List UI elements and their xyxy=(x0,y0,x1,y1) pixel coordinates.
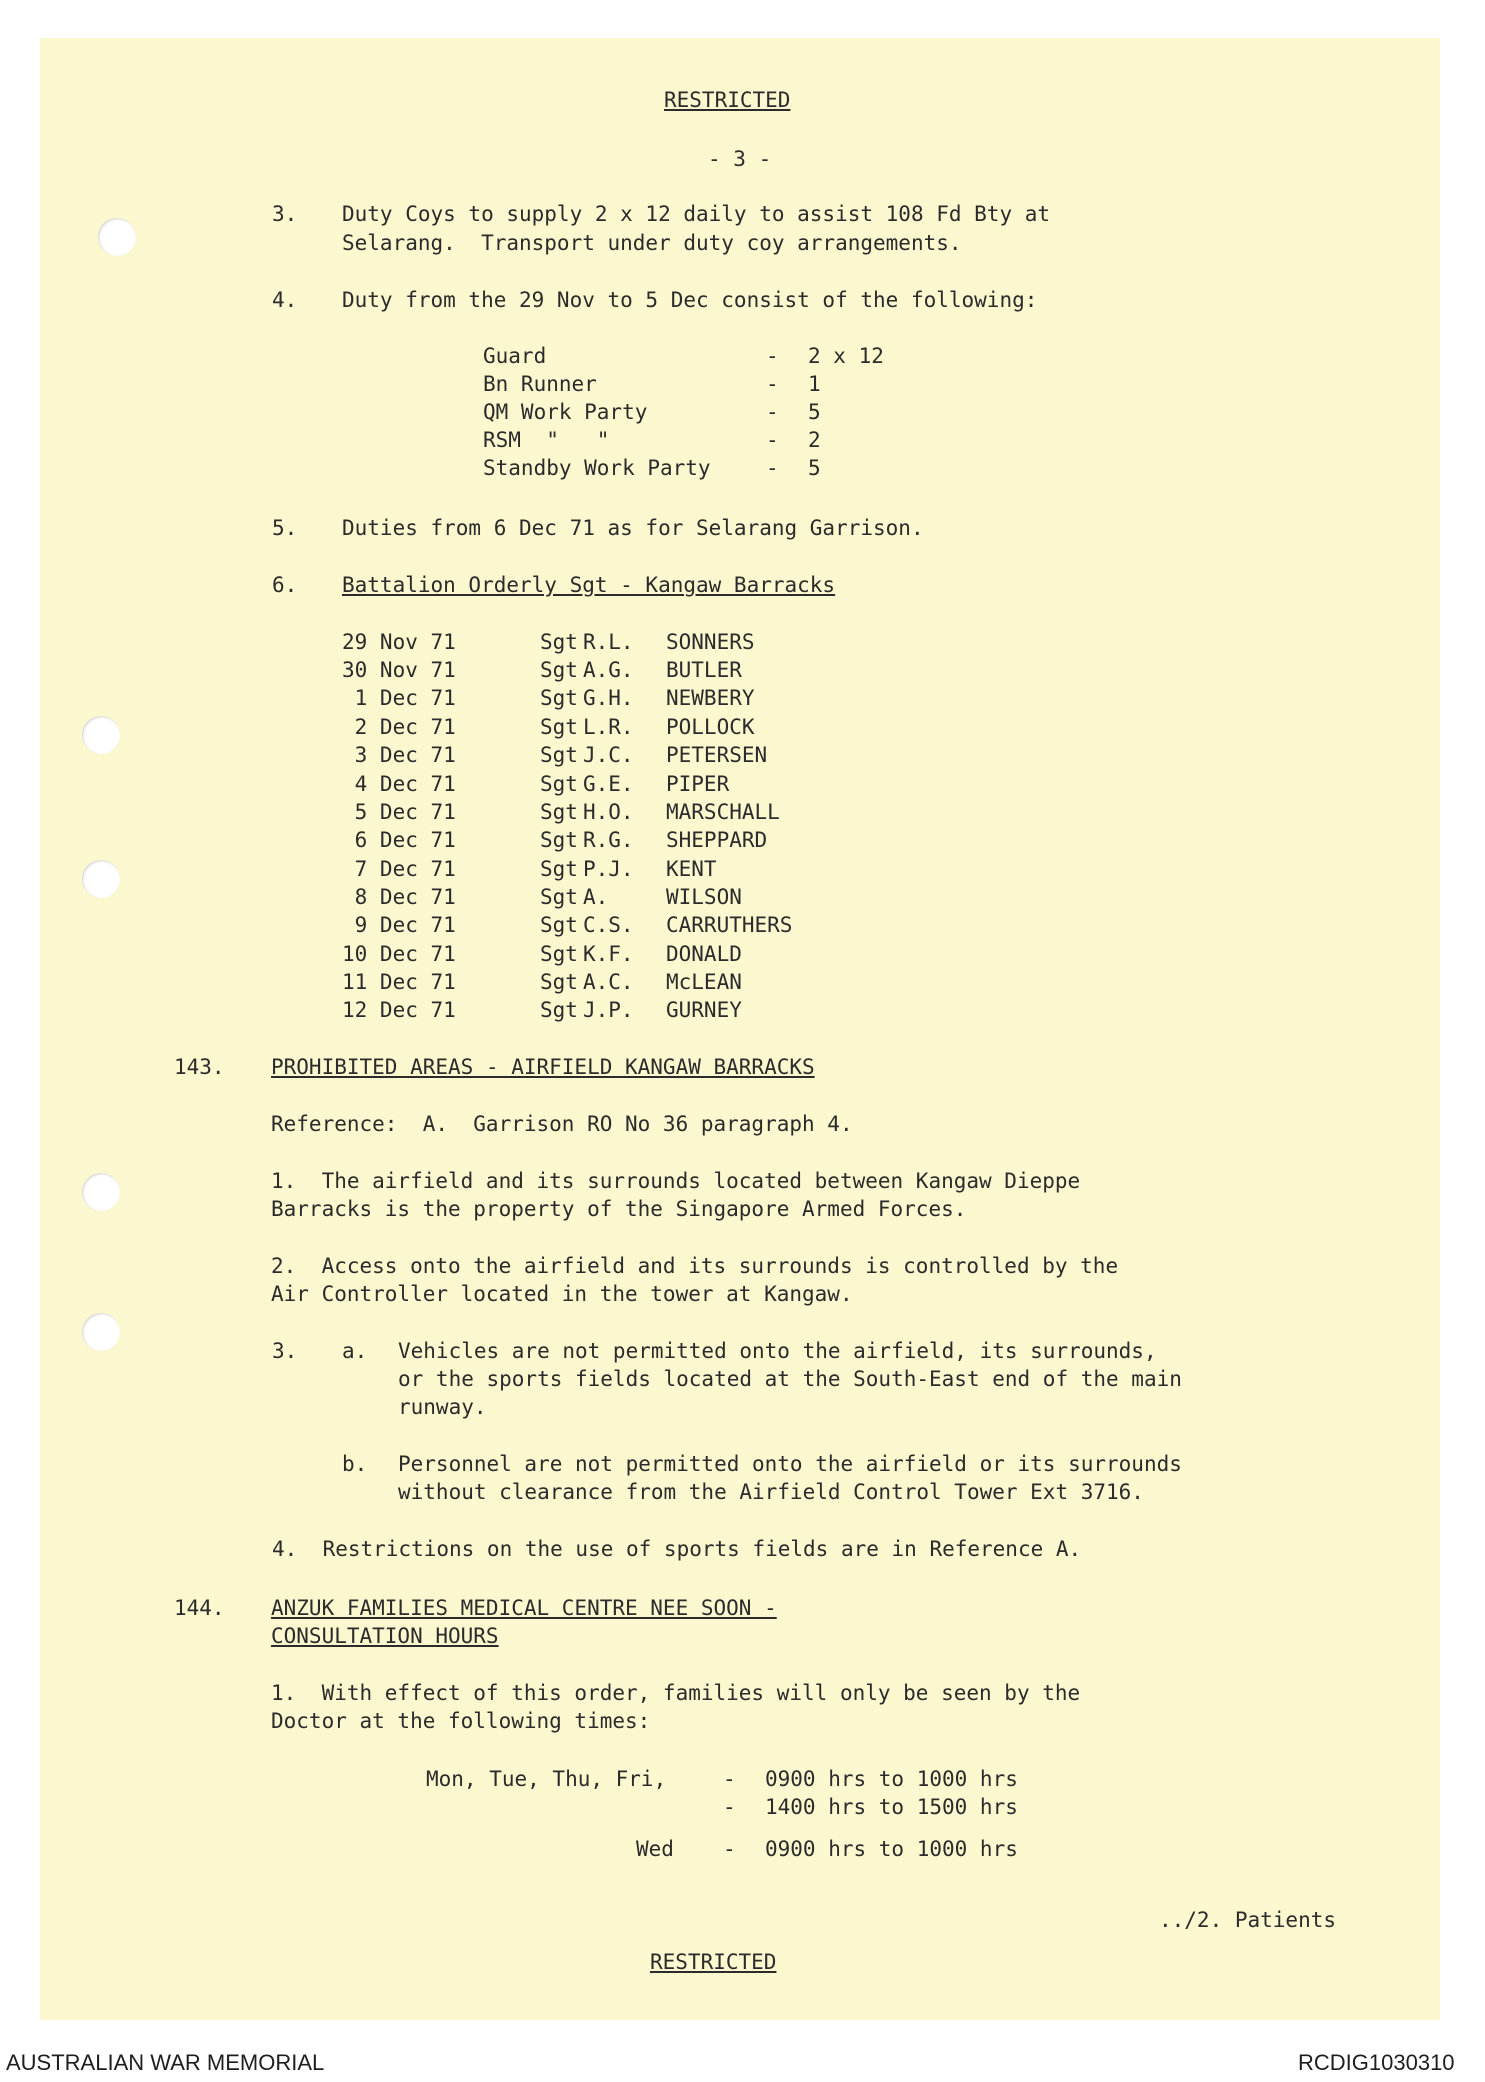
section-heading: PROHIBITED AREAS - AIRFIELD KANGAW BARRACKS xyxy=(271,1055,815,1079)
roster-name: PIPER xyxy=(666,772,730,796)
hours-dash: - xyxy=(723,1767,736,1791)
roster-name: MARSCHALL xyxy=(666,800,780,824)
paragraph-line: runway. xyxy=(398,1395,487,1419)
paragraph-line: 4. Restrictions on the use of sports fields are in Reference A. xyxy=(272,1537,1082,1561)
roster-date: 10 Dec 71 xyxy=(342,942,456,966)
punch-hole xyxy=(98,218,136,256)
roster-rank: Sgt xyxy=(540,942,578,966)
roster-date: 6 Dec 71 xyxy=(342,828,456,852)
roster-rank: Sgt xyxy=(540,686,578,710)
roster-rank: Sgt xyxy=(540,772,578,796)
section-heading: Battalion Orderly Sgt - Kangaw Barracks xyxy=(342,573,836,597)
paragraph-line: 1. With effect of this order, families will only be seen by the xyxy=(271,1681,1081,1705)
hours-days: Mon, Tue, Thu, Fri, xyxy=(426,1767,667,1791)
roster-date: 12 Dec 71 xyxy=(342,998,456,1022)
duty-dash: - xyxy=(766,456,779,480)
hours-dash: - xyxy=(723,1795,736,1819)
roster-initials: R.G. xyxy=(583,828,634,852)
roster-rank: Sgt xyxy=(540,800,578,824)
paragraph-number: 4. xyxy=(272,288,298,312)
duty-item: RSM " " xyxy=(483,428,610,452)
paragraph-line: Duty Coys to supply 2 x 12 daily to assist 108 Fd Bty at xyxy=(342,202,1051,226)
roster-date: 4 Dec 71 xyxy=(342,772,456,796)
roster-rank: Sgt xyxy=(540,658,578,682)
roster-date: 3 Dec 71 xyxy=(342,743,456,767)
roster-name: PETERSEN xyxy=(666,743,768,767)
paragraph-number: 6. xyxy=(272,573,298,597)
roster-initials: K.F. xyxy=(583,942,634,966)
hours-time: 0900 hrs to 1000 hrs xyxy=(765,1767,1018,1791)
duty-dash: - xyxy=(766,428,779,452)
paragraph-line: 1. The airfield and its surrounds located between Kangaw Dieppe xyxy=(271,1169,1081,1193)
roster-initials: A.G. xyxy=(583,658,634,682)
paragraph-line: Doctor at the following times: xyxy=(271,1709,651,1733)
roster-name: KENT xyxy=(666,857,717,881)
punch-hole xyxy=(82,1313,120,1351)
punch-hole xyxy=(82,860,120,898)
roster-date: 30 Nov 71 xyxy=(342,658,456,682)
hours-time: 1400 hrs to 1500 hrs xyxy=(765,1795,1018,1819)
duty-value: 2 xyxy=(808,428,821,452)
punch-hole xyxy=(82,716,120,754)
roster-rank: Sgt xyxy=(540,715,578,739)
duty-item: Standby Work Party xyxy=(483,456,711,480)
duty-value: 5 xyxy=(808,456,821,480)
paragraph-line: Personnel are not permitted onto the airfield or its surrounds xyxy=(398,1452,1182,1476)
roster-initials: J.P. xyxy=(583,998,634,1022)
section-number: 143. xyxy=(174,1055,225,1079)
duty-item: Bn Runner xyxy=(483,372,597,396)
duty-value: 1 xyxy=(808,372,821,396)
classification-header: RESTRICTED xyxy=(664,88,791,112)
hours-days: Wed xyxy=(636,1837,674,1861)
section-heading: ANZUK FAMILIES MEDICAL CENTRE NEE SOON - xyxy=(271,1596,777,1620)
roster-name: WILSON xyxy=(666,885,742,909)
paragraph-number: 3. xyxy=(272,202,298,226)
roster-initials: P.J. xyxy=(583,857,634,881)
paragraph-line: without clearance from the Airfield Control Tower Ext 3716. xyxy=(398,1480,1144,1504)
paragraph-line: or the sports fields located at the South-East end of the main xyxy=(398,1367,1182,1391)
roster-initials: A. xyxy=(583,885,609,909)
subparagraph-letter: a. xyxy=(342,1339,368,1363)
roster-rank: Sgt xyxy=(540,970,578,994)
roster-date: 2 Dec 71 xyxy=(342,715,456,739)
roster-initials: G.H. xyxy=(583,686,634,710)
continuation-note: ../2. Patients xyxy=(1159,1908,1337,1932)
roster-initials: G.E. xyxy=(583,772,634,796)
roster-initials: J.C. xyxy=(583,743,634,767)
roster-rank: Sgt xyxy=(540,857,578,881)
duty-item: Guard xyxy=(483,344,547,368)
duty-dash: - xyxy=(766,344,779,368)
classification-footer: RESTRICTED xyxy=(650,1950,777,1974)
roster-rank: Sgt xyxy=(540,885,578,909)
roster-initials: L.R. xyxy=(583,715,634,739)
section-number: 144. xyxy=(174,1596,225,1620)
duty-value: 2 x 12 xyxy=(808,344,884,368)
duty-dash: - xyxy=(766,372,779,396)
reference-line: Reference: A. Garrison RO No 36 paragraph 4. xyxy=(271,1112,853,1136)
roster-rank: Sgt xyxy=(540,913,578,937)
paragraph-line: Duties from 6 Dec 71 as for Selarang Garrison. xyxy=(342,516,924,540)
roster-rank: Sgt xyxy=(540,828,578,852)
roster-name: SHEPPARD xyxy=(666,828,768,852)
roster-date: 9 Dec 71 xyxy=(342,913,456,937)
duty-item: QM Work Party xyxy=(483,400,648,424)
paragraph-line: Duty from the 29 Nov to 5 Dec consist of the following: xyxy=(342,288,1038,312)
roster-initials: H.O. xyxy=(583,800,634,824)
roster-date: 1 Dec 71 xyxy=(342,686,456,710)
roster-initials: A.C. xyxy=(583,970,634,994)
roster-date: 7 Dec 71 xyxy=(342,857,456,881)
roster-name: BUTLER xyxy=(666,658,742,682)
section-heading: CONSULTATION HOURS xyxy=(271,1624,499,1648)
hours-time: 0900 hrs to 1000 hrs xyxy=(765,1837,1018,1861)
roster-rank: Sgt xyxy=(540,743,578,767)
roster-name: NEWBERY xyxy=(666,686,755,710)
paragraph-line: 2. Access onto the airfield and its surrounds is controlled by the xyxy=(271,1254,1119,1278)
punch-hole xyxy=(82,1173,120,1211)
roster-name: McLEAN xyxy=(666,970,742,994)
roster-date: 8 Dec 71 xyxy=(342,885,456,909)
duty-value: 5 xyxy=(808,400,821,424)
roster-initials: C.S. xyxy=(583,913,634,937)
paragraph-line: Selarang. Transport under duty coy arrangements. xyxy=(342,231,962,255)
roster-rank: Sgt xyxy=(540,998,578,1022)
page-number: - 3 - xyxy=(708,147,772,171)
document-page xyxy=(40,38,1440,2020)
subparagraph-letter: b. xyxy=(342,1452,368,1476)
roster-name: GURNEY xyxy=(666,998,742,1022)
paragraph-number: 3. xyxy=(272,1339,298,1363)
roster-name: SONNERS xyxy=(666,630,755,654)
paragraph-number: 5. xyxy=(272,516,298,540)
roster-name: CARRUTHERS xyxy=(666,913,793,937)
roster-name: POLLOCK xyxy=(666,715,755,739)
archive-credit-left: AUSTRALIAN WAR MEMORIAL xyxy=(6,2050,325,2075)
hours-dash: - xyxy=(723,1837,736,1861)
roster-date: 5 Dec 71 xyxy=(342,800,456,824)
roster-initials: R.L. xyxy=(583,630,634,654)
paragraph-line: Barracks is the property of the Singapore Armed Forces. xyxy=(271,1197,967,1221)
roster-rank: Sgt xyxy=(540,630,578,654)
paragraph-line: Vehicles are not permitted onto the airfield, its surrounds, xyxy=(398,1339,1157,1363)
paragraph-line: Air Controller located in the tower at Kangaw. xyxy=(271,1282,853,1306)
roster-date: 29 Nov 71 xyxy=(342,630,456,654)
roster-name: DONALD xyxy=(666,942,742,966)
duty-dash: - xyxy=(766,400,779,424)
archive-credit-right: RCDIG1030310 xyxy=(1298,2050,1455,2075)
roster-date: 11 Dec 71 xyxy=(342,970,456,994)
